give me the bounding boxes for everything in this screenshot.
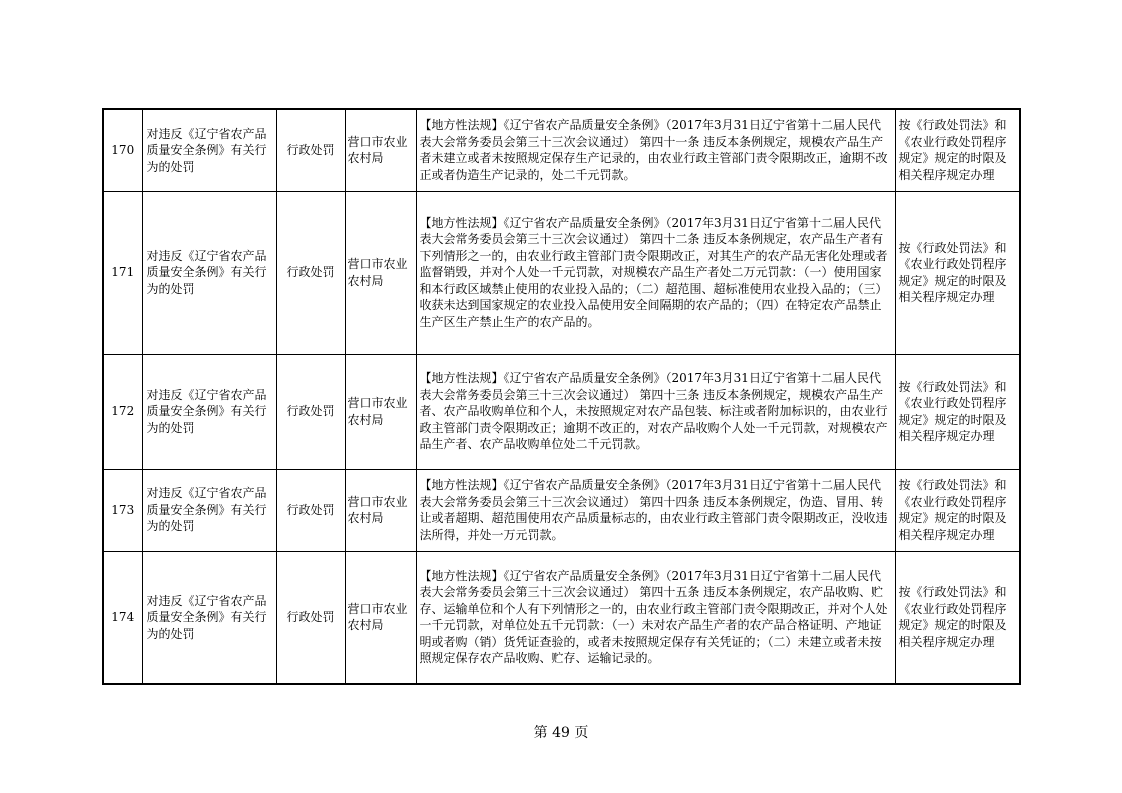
item-type: 行政处罚 xyxy=(276,109,345,191)
table-row xyxy=(103,191,1020,354)
item-name: 对违反《辽宁省农产品质量安全条例》有关行为的处罚 xyxy=(142,551,276,684)
procedure-note: 按《行政处罚法》和《农业行政处罚程序规定》规定的时限及相关程序规定办理 xyxy=(895,191,1020,354)
responsible-department: 营口市农业农村局 xyxy=(345,354,416,469)
item-type: 行政处罚 xyxy=(276,469,345,551)
legal-basis: 【地方性法规】《辽宁省农产品质量安全条例》（2017年3月31日辽宁省第十二届人民代表大会常务委员会第三十三次会议通过） 第四十二条 违反本条例规定，农产品生产者有下列情形之一的，由农业行政主管部门责令限期改正，对其生产的农产品无害化处理或者监督销毁，并对个人处一千元罚款，对规模农产品生产者处二万元罚款：（一）使用国家和本行政区域禁止使用的农业投入品的；（二）超范围、超标准使用农业投入品的；（三）收获未达到国家规定的农业投入品使用安全间隔期的农产品的；（四）在特定农产品禁止生产区生产禁止生产的农产品的。 xyxy=(416,191,895,354)
procedure-note: 按《行政处罚法》和《农业行政处罚程序规定》规定的时限及相关程序规定办理 xyxy=(895,109,1020,191)
row-number: 172 xyxy=(103,354,142,469)
item-name: 对违反《辽宁省农产品质量安全条例》有关行为的处罚 xyxy=(142,354,276,469)
responsible-department: 营口市农业农村局 xyxy=(345,109,416,191)
table-row xyxy=(103,354,1020,469)
legal-basis: 【地方性法规】《辽宁省农产品质量安全条例》（2017年3月31日辽宁省第十二届人民代表大会常务委员会第三十三次会议通过） 第四十四条 违反本条例规定，伪造、冒用、转让或者超期、超范围使用农产品质量标志的，由农业行政主管部门责令限期改正，没收违法所得，并处一万元罚款。 xyxy=(416,469,895,551)
page-number: 第 49 页 xyxy=(533,725,589,741)
item-name: 对违反《辽宁省农产品质量安全条例》有关行为的处罚 xyxy=(142,469,276,551)
legal-basis: 【地方性法规】《辽宁省农产品质量安全条例》（2017年3月31日辽宁省第十二届人民代表大会常务委员会第三十三次会议通过） 第四十五条 违反本条例规定，农产品收购、贮存、运输单位和个人有下列情形之一的，由农业行政主管部门责令限期改正，并对个人处一千元罚款，对单位处五千元罚款：（一）未对农产品生产者的农产品合格证明、产地证明或者购（销）货凭证查验的，或者未按照规定保存有关凭证的；（二）未建立或者未按照规定保存农产品收购、贮存、运输记录的。 xyxy=(416,551,895,684)
row-number: 173 xyxy=(103,469,142,551)
item-type: 行政处罚 xyxy=(276,354,345,469)
responsible-department: 营口市农业农村局 xyxy=(345,191,416,354)
table-row xyxy=(103,109,1020,191)
table-row xyxy=(103,469,1020,551)
row-number: 174 xyxy=(103,551,142,684)
procedure-note: 按《行政处罚法》和《农业行政处罚程序规定》规定的时限及相关程序规定办理 xyxy=(895,469,1020,551)
legal-basis: 【地方性法规】《辽宁省农产品质量安全条例》（2017年3月31日辽宁省第十二届人民代表大会常务委员会第三十三次会议通过） 第四十一条 违反本条例规定，规模农产品生产者未建立或者未按照规定保存生产记录的，由农业行政主管部门责令限期改正，逾期不改正或者伪造生产记录的，处二千元罚款。 xyxy=(416,109,895,191)
legal-basis: 【地方性法规】《辽宁省农产品质量安全条例》（2017年3月31日辽宁省第十二届人民代表大会常务委员会第三十三次会议通过） 第四十三条 违反本条例规定，规模农产品生产者、农产品收购单位和个人，未按照规定对农产品包装、标注或者附加标识的，由农业行政主管部门责令限期改正；逾期不改正的，对农产品收购个人处一千元罚款，对规模农产品生产者、农产品收购单位处二千元罚款。 xyxy=(416,354,895,469)
responsible-department: 营口市农业农村局 xyxy=(345,469,416,551)
item-name: 对违反《辽宁省农产品质量安全条例》有关行为的处罚 xyxy=(142,191,276,354)
responsible-department: 营口市农业农村局 xyxy=(345,551,416,684)
item-type: 行政处罚 xyxy=(276,191,345,354)
row-number: 171 xyxy=(103,191,142,354)
table-row xyxy=(103,551,1020,684)
item-type: 行政处罚 xyxy=(276,551,345,684)
procedure-note: 按《行政处罚法》和《农业行政处罚程序规定》规定的时限及相关程序规定办理 xyxy=(895,551,1020,684)
procedure-note: 按《行政处罚法》和《农业行政处罚程序规定》规定的时限及相关程序规定办理 xyxy=(895,354,1020,469)
power-list-table xyxy=(102,108,1021,685)
item-name: 对违反《辽宁省农产品质量安全条例》有关行为的处罚 xyxy=(142,109,276,191)
row-number: 170 xyxy=(103,109,142,191)
